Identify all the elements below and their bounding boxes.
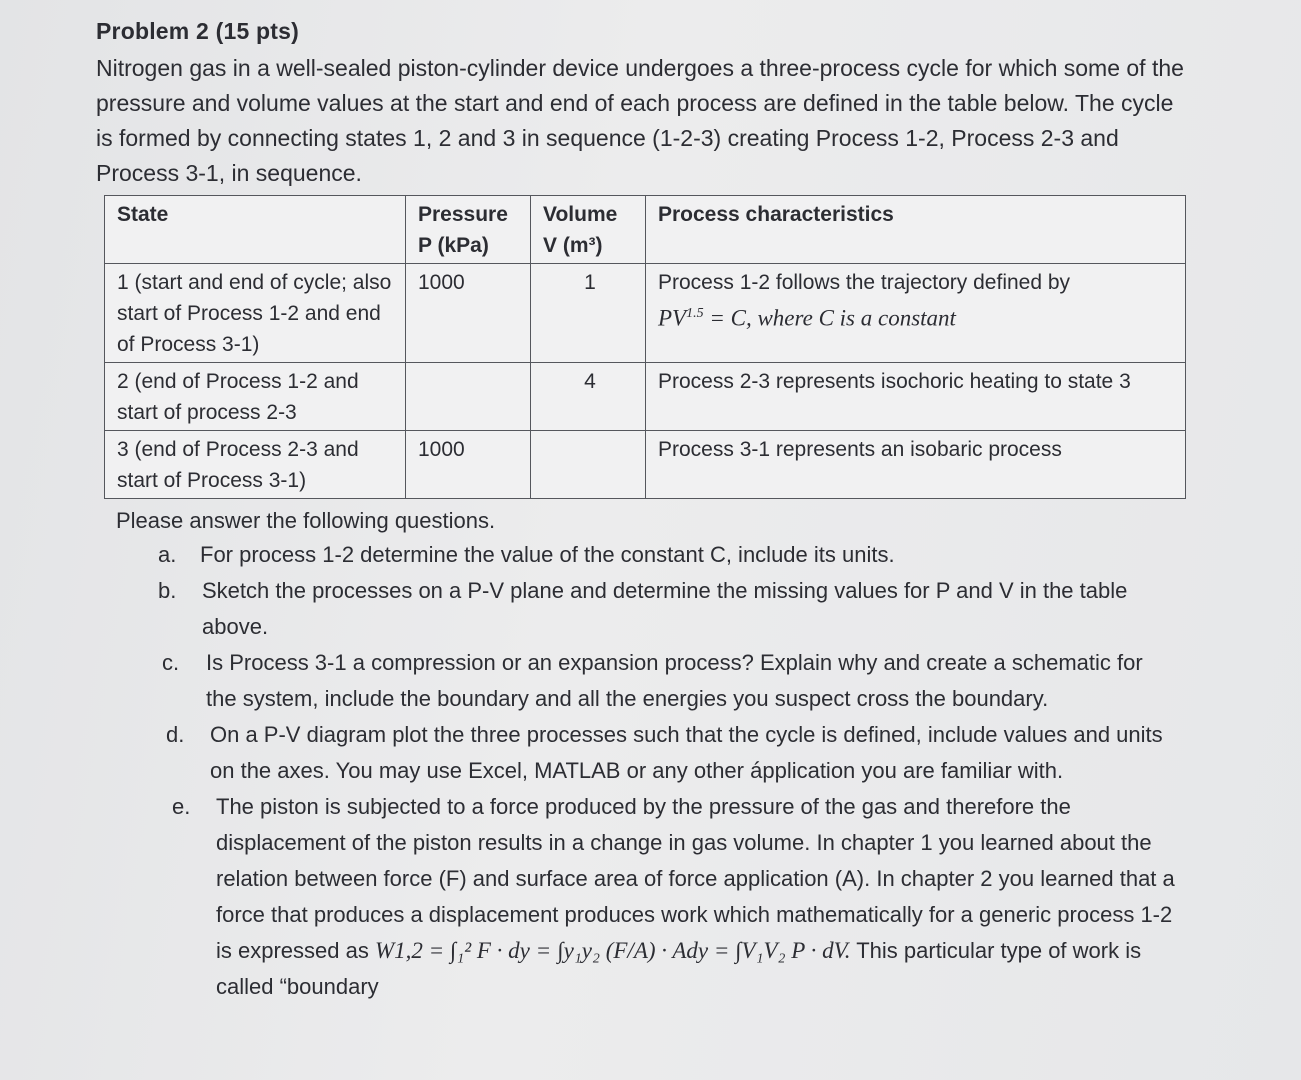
problem-title: Problem 2 (15 pts) bbox=[96, 18, 299, 44]
header-pressure-unit: P (kPa) bbox=[418, 234, 489, 257]
question-b-label: b. bbox=[158, 578, 177, 603]
state-3-process: Process 3-1 represents an isobaric process bbox=[646, 431, 1186, 499]
question-e-text: The piston is subjected to a force produced by the pressure of the gas and therefore the displacement of the piston results in a change in gas volume. In chapter 1 you learned about the relation between force (F) and surface area of force application (A). In chapter 2 you learned that a force that produces a displacement produces work which mathematically for a generic process 1-2 is expressed as bbox=[216, 794, 1175, 963]
state-2-process: Process 2-3 represents isochoric heating to state 3 bbox=[646, 363, 1186, 431]
problem-page bbox=[96, 18, 1216, 1005]
question-e-tail: This particular type of work is called “boundary bbox=[216, 938, 1142, 999]
question-b-text: Sketch the processes on a P-V plane and determine the missing values for P and V in the table above. bbox=[202, 578, 1128, 639]
question-d bbox=[166, 717, 1170, 789]
state-2-description: 2 (end of Process 1-2 and start of process 2-3 bbox=[105, 363, 406, 431]
state-table bbox=[104, 195, 1186, 499]
question-e-label: e. bbox=[172, 794, 191, 819]
problem-intro: Nitrogen gas in a well-sealed piston-cylinder device undergoes a three-process cycle for which some of the pressure and volume values at the start and end of each process are defined in the table below. The cycle is formed by connecting states 1, 2 and 3 in sequence (1-2-3) creating Process 1-2, Process 2-3 and Process 3-1, in sequence. bbox=[96, 55, 1184, 186]
header-volume-label: Volume bbox=[543, 203, 618, 226]
state-1-volume: 1 bbox=[531, 264, 646, 363]
questions-heading: Please answer the following questions. bbox=[116, 508, 496, 533]
question-e-body bbox=[216, 789, 1176, 1005]
table-row-state-1 bbox=[105, 264, 1186, 363]
equation-pv: PV bbox=[658, 305, 687, 331]
state-1-description: 1 (start and end of cycle; also start of Process 1-2 and end of Process 3-1) bbox=[105, 264, 406, 363]
equation-exponent: 1.5 bbox=[686, 306, 704, 321]
question-e-equation-2: ∫y₁y₂ (F/A) · Ady = ∫V₁V₂ P · dV. bbox=[557, 938, 851, 963]
header-volume-unit: V (m³) bbox=[543, 234, 603, 257]
state-3-description: 3 (end of Process 2-3 and start of Process 3-1) bbox=[105, 431, 406, 499]
state-1-process bbox=[646, 264, 1186, 363]
question-c-label: c. bbox=[162, 650, 180, 675]
table-row-state-3 bbox=[105, 431, 1186, 499]
header-pressure-label: Pressure bbox=[418, 203, 508, 226]
question-a-text: For process 1-2 determine the value of the constant C, include its units. bbox=[200, 542, 895, 567]
question-e-equation-1: W1,2 = ∫₁² F · dy = bbox=[374, 938, 552, 963]
question-a-label: a. bbox=[158, 542, 177, 567]
header-state: State bbox=[105, 196, 406, 264]
state-1-process-equation bbox=[658, 298, 1177, 334]
state-3-pressure: 1000 bbox=[406, 431, 531, 499]
table-row-state-2 bbox=[105, 363, 1186, 431]
equation-rest: = C, where C is a constant bbox=[703, 305, 956, 331]
state-1-process-text: Process 1-2 follows the trajectory defined by bbox=[658, 271, 1071, 294]
state-2-pressure bbox=[406, 363, 531, 431]
header-process: Process characteristics bbox=[646, 196, 1186, 264]
state-1-pressure: 1000 bbox=[406, 264, 531, 363]
question-c bbox=[162, 645, 1166, 717]
state-2-volume: 4 bbox=[531, 363, 646, 431]
question-a bbox=[158, 537, 1200, 573]
state-3-volume bbox=[531, 431, 646, 499]
question-d-label: d. bbox=[166, 722, 185, 747]
question-e bbox=[172, 789, 1176, 1005]
header-volume bbox=[531, 196, 646, 264]
header-pressure bbox=[406, 196, 531, 264]
question-d-text: On a P-V diagram plot the three processes such that the cycle is defined, include values and units on the axes. You may use Excel, MATLAB or any other ápplication you are familiar with. bbox=[210, 722, 1163, 783]
table-header-row bbox=[105, 196, 1186, 264]
question-b bbox=[158, 573, 1192, 645]
question-list bbox=[96, 537, 1216, 1005]
question-c-text: Is Process 3-1 a compression or an expansion process? Explain why and create a schematic for the system, include the boundary and all the energies you suspect cross the boundary. bbox=[206, 650, 1143, 711]
